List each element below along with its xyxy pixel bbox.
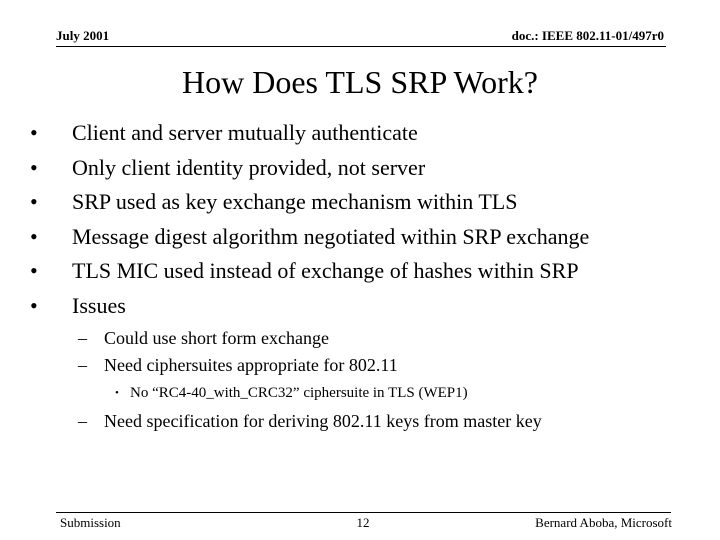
sub-sub-bullet-marker: • — [115, 387, 119, 399]
bullet-item — [30, 189, 518, 215]
footer-divider — [56, 512, 671, 513]
bullet-marker: • — [30, 224, 38, 249]
bullet-text: Message digest algorithm negotiated within SRP exchange — [72, 224, 590, 249]
bullet-item — [30, 293, 126, 319]
bullet-marker: • — [30, 120, 38, 145]
slide-title: How Does TLS SRP Work? — [182, 64, 538, 100]
sub-bullet-marker: – — [78, 328, 87, 348]
sub-bullet-text: Need specification for deriving 802.11 keys from master key — [104, 411, 542, 431]
sub-bullet-marker: – — [78, 355, 87, 375]
bullet-marker: • — [30, 189, 38, 214]
sub-bullet-item — [78, 327, 329, 349]
bullet-text: Client and server mutually authenticate — [72, 120, 418, 145]
sub-bullet-text: Need ciphersuites appropriate for 802.11 — [104, 355, 398, 375]
footer-author: Bernard Aboba, Microsoft — [535, 515, 672, 530]
header-date: July 2001 — [56, 28, 110, 43]
bullet-marker: • — [30, 258, 38, 283]
bullet-item — [30, 258, 579, 284]
footer-submission: Submission — [60, 515, 121, 530]
bullet-marker: • — [30, 293, 38, 318]
sub-sub-bullet-item — [115, 384, 468, 402]
sub-bullet-item — [78, 354, 398, 376]
bullet-marker: • — [30, 155, 38, 180]
bullet-text: TLS MIC used instead of exchange of hashes within SRP — [72, 258, 579, 283]
sub-bullet-text: Could use short form exchange — [104, 328, 329, 348]
sub-sub-bullet-text: No “RC4-40_with_CRC32” ciphersuite in TLS (WEP1) — [130, 385, 468, 401]
footer-page-number: 12 — [356, 515, 370, 530]
bullet-item — [30, 155, 426, 181]
bullet-text: SRP used as key exchange mechanism within TLS — [72, 189, 518, 214]
bullet-text: Issues — [72, 293, 126, 318]
bullet-text: Only client identity provided, not server — [72, 155, 426, 180]
header-doc-id: doc.: IEEE 802.11-01/497r0 — [511, 28, 664, 43]
sub-bullet-marker: – — [78, 411, 87, 431]
header-divider — [56, 46, 666, 47]
bullet-item — [30, 224, 590, 250]
sub-bullet-item — [78, 410, 542, 432]
bullet-item — [30, 120, 418, 146]
